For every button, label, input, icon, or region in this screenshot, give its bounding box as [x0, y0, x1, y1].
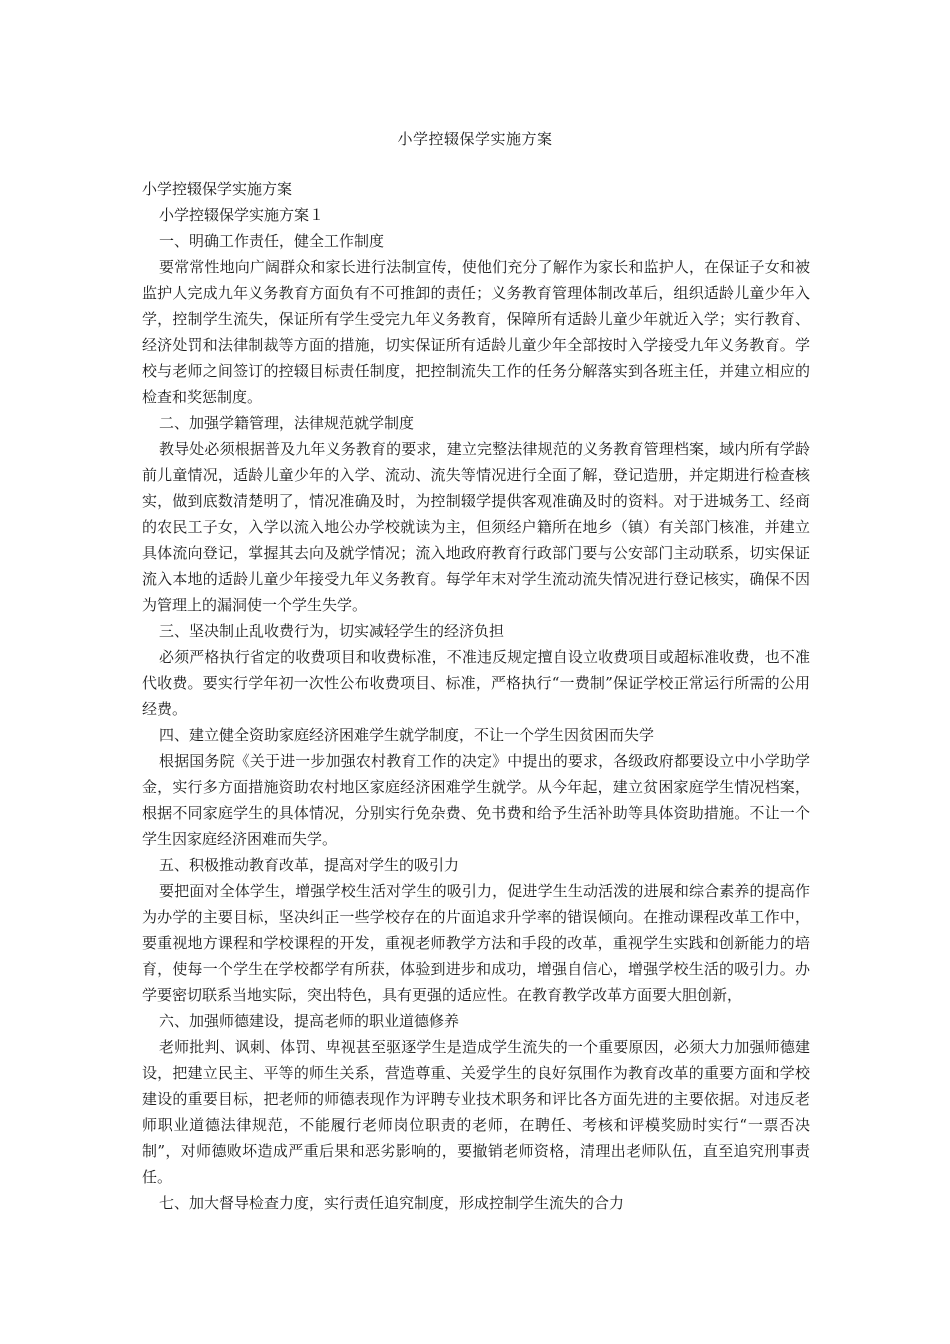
paragraph-heading: 小学控辍保学实施方案: [142, 180, 293, 198]
document-body: [142, 176, 810, 1216]
paragraph-subtitle: 小学控辍保学实施方案１: [159, 206, 325, 224]
section-body-5: 要把面对全体学生，增强学校生活对学生的吸引力，促进学生生动活泼的进展和综合素养的提高作为办学的主要目标，坚决纠正一些学校存在的片面追求升学率的错误倾向。在推动课程改革工作中，要重视地方课程和学校课程的开发，重视老师教学方法和手段的改革，重视学生实践和创新能力的培育，使每一个学生在学校都学有所获，体验到进步和成功，增强自信心，增强学校生活的吸引力。办学要密切联系当地实际，突出特色，具有更强的适应性。在教育教学改革方面要大胆创新，: [142, 882, 810, 1004]
section-heading-5: 五、积极推动教育改革，提高对学生的吸引力: [159, 856, 460, 874]
section-heading-1: 一、明确工作责任，健全工作制度: [159, 232, 385, 250]
section-heading-6: 六、加强师德建设，提高老师的职业道德修养: [159, 1012, 460, 1030]
section-body-2: 教导处必须根据普及九年义务教育的要求，建立完整法律规范的义务教育管理档案，域内所有学龄前儿童情况，适龄儿童少年的入学、流动、流失等情况进行全面了解，登记造册，并定期进行检查核实，做到底数清楚明了，情况准确及时，为控制辍学提供客观准确及时的资料。对于进城务工、经商的农民工子女，入学以流入地公办学校就读为主，但须经户籍所在地乡（镇）有关部门核准，并建立具体流向登记，掌握其去向及就学情况；流入地政府教育行政部门要与公安部门主动联系，切实保证流入本地的适龄儿童少年接受九年义务教育。每学年末对学生流动流失情况进行登记核实，确保不因为管理上的漏洞使一个学生失学。: [142, 440, 810, 614]
section-body-1: 要常常性地向广阔群众和家长进行法制宣传，使他们充分了解作为家长和监护人，在保证子女和被监护人完成九年义务教育方面负有不可推卸的责任；义务教育管理体制改革后，组织适龄儿童少年入学，控制学生流失，保证所有学生受完九年义务教育，保障所有适龄儿童少年就近入学；实行教育、经济处罚和法律制裁等方面的措施，切实保证所有适龄儿童少年全部按时入学接受九年义务教育。学校与老师之间签订的控辍目标责任制度，把控制流失工作的任务分解落实到各班主任，并建立相应的检查和奖惩制度。: [142, 258, 810, 406]
section-heading-7: 七、加大督导检查力度，实行责任追究制度，形成控制学生流失的合力: [159, 1194, 625, 1212]
document-title: 小学控辍保学实施方案: [397, 130, 553, 148]
section-heading-4: 四、建立健全资助家庭经济困难学生就学制度，不让一个学生因贫困而失学: [159, 726, 655, 744]
section-body-6: 老师批判、讽刺、体罚、卑视甚至驱逐学生是造成学生流失的一个重要原因，必须大力加强师德建设，把建立民主、平等的师生关系，营造尊重、关爱学生的良好氛围作为教育改革的重要方面和学校建设的重要目标，把老师的师德表现作为评聘专业技术职务和评比各方面先进的主要依据。对违反老师职业道德法律规范，不能履行老师岗位职责的老师，在聘任、考核和评模奖励时实行“一票否决制”，对师德败坏造成严重后果和恶劣影响的，要撤销老师资格，清理出老师队伍，直至追究刑事责任。: [142, 1038, 810, 1186]
section-heading-3: 三、坚决制止乱收费行为，切实减轻学生的经济负担: [159, 622, 505, 640]
section-body-4: 根据国务院《关于进一步加强农村教育工作的决定》中提出的要求，各级政府都要设立中小学助学金，实行多方面措施资助农村地区家庭经济困难学生就学。从今年起，建立贫困家庭学生情况档案，根据不同家庭学生的具体情况，分别实行免杂费、免书费和给予生活补助等具体资助措施。不让一个学生因家庭经济困难而失学。: [142, 752, 810, 848]
section-heading-2: 二、加强学籍管理，法律规范就学制度: [159, 414, 415, 432]
section-body-3: 必须严格执行省定的收费项目和收费标准，不准违反规定擅自设立收费项目或超标准收费，也不准代收费。要实行学年初一次性公布收费项目、标准，严格执行“一费制”保证学校正常运行所需的公用经费。: [142, 648, 810, 718]
